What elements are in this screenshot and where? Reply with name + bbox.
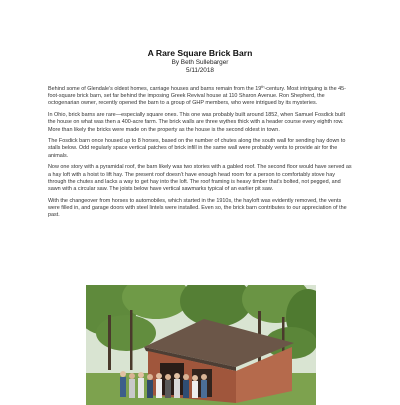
article-date: 5/11/2018 (186, 67, 214, 74)
paragraph-1-superscript: th (261, 85, 265, 89)
article-header (0, 48, 400, 75)
barn-photo-illustration (86, 285, 316, 405)
visitor-head (183, 374, 189, 380)
visitor-head (201, 374, 207, 380)
visitor-head (174, 373, 180, 379)
article-byline: By Beth Sullebarger (171, 59, 229, 66)
tree-trunk (130, 310, 133, 370)
barn-photo (86, 285, 316, 405)
tree-trunk (108, 315, 111, 370)
paragraph-1-start: Behind some of Glendale’s oldest homes, carriage houses and barns remain from the 19 (48, 86, 262, 92)
visitor-figure (147, 380, 153, 398)
paragraph-1-end: -century. Most intriguing is the 45-foot-square brick barn, set far behind the imposing Greek Revival house at 110 Sharon Avenue. Ron Shepherd, the octogenarian owner, recently opened the barn to a group of GHP members, who were intrigued by its mysteries. (48, 86, 346, 107)
visitor-figure (138, 378, 144, 398)
visitor-head (147, 374, 153, 380)
visitor-head (129, 373, 135, 379)
visitor-figure (192, 381, 198, 398)
visitor-head (120, 371, 126, 377)
visitor-figure (120, 377, 126, 397)
visitor-figure (165, 380, 171, 398)
visitor-head (156, 373, 162, 379)
visitor-head (165, 374, 171, 380)
article-title: A Rare Square Brick Barn (147, 48, 253, 58)
visitor-head (192, 375, 198, 381)
paragraph-5: With the changeover from horses to automobiles, which started in the 1910s, the hayloft was evidently removed, the vents were filled in, and garage doors with steel lintels were installed. Even so, the brick barn contributes to our appreciation of the past. (48, 197, 347, 219)
article-body (48, 86, 353, 224)
visitor-head (138, 372, 144, 378)
paragraph-3: The Fosdick barn once housed up to 8 horses, based on the number of chutes along the south wall for sending hay down to stalls below. Odd regularly space vertical patches of brick infill in the same wall were probably vents to provide air for the animals. (48, 138, 346, 159)
visitor-figure (183, 380, 189, 398)
paragraph-2: In Ohio, brick barns are rare—especially square ones. This one was probably built around 1852, when Samuel Fosdick built the house on what was then a 400-acre farm. The brick walls are three wythes thick with a header course every eighth row. More than likely the bricks were made on the property as the house is the second oldest in town. (48, 112, 346, 133)
visitor-figure (201, 380, 207, 398)
visitor-figure (174, 379, 180, 398)
paragraph-4: Now one story with a pyramidal roof, the barn likely was two stories with a gabled roof. The second floor would have served as a hay loft with a hoist to lift hay. The present roof doesn’t have enough head room for a person to comfortably stove hay through the chutes and lacks a way to get hay into the loft. The roof framing is heavy timber that’s bolted, not pegged, and sawn with a circular saw. The joists below have vertical sawmarks typical of an earlier pit saw. (48, 164, 352, 192)
visitor-figure (129, 379, 135, 398)
barn-garage-door (160, 363, 184, 395)
visitor-figure (156, 379, 162, 398)
paragraph-1 (48, 86, 353, 108)
